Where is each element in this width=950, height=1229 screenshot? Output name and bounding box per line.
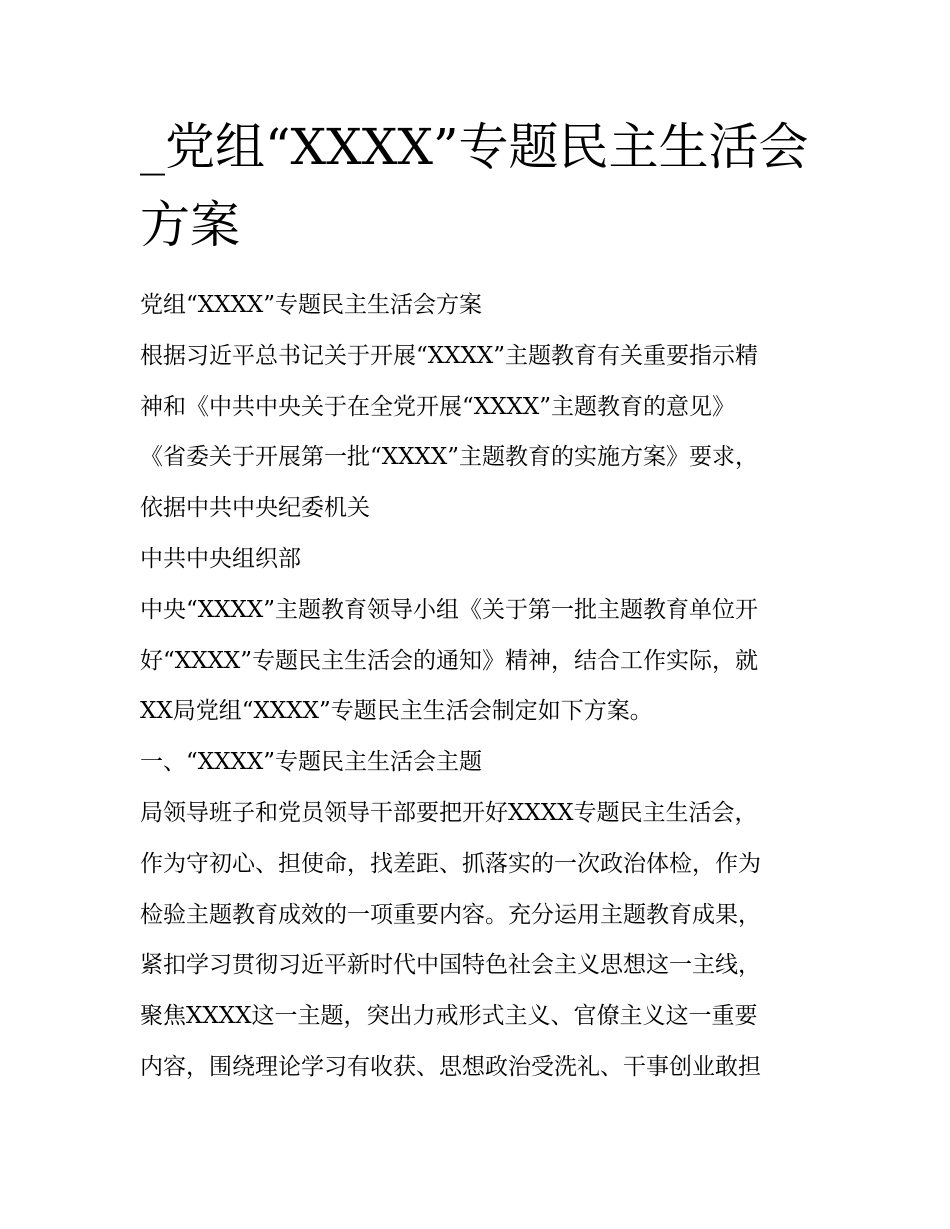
body-line-4: 《省委关于开展第一批“XXXX”主题教育的实施方案》要求，	[140, 444, 759, 471]
body-line-7: 中央“XXXX”主题教育领导小组《关于第一批主题教育单位开	[140, 596, 759, 623]
document-title	[140, 108, 820, 264]
title-line-2: 方案	[140, 196, 240, 254]
body-line-13: 检验主题教育成效的一项重要内容。充分运用主题教育成果，	[140, 901, 761, 928]
body-line-6: 中共中央组织部	[140, 545, 301, 572]
body-line-9: XX局党组“XXXX”专题民主生活会制定如下方案。	[140, 698, 653, 725]
body-line-15: 聚焦XXXX这一主题，突出力戒形式主义、官僚主义这一重要	[140, 1003, 758, 1030]
body-line-10: 一、“XXXX”专题民主生活会主题	[140, 749, 483, 776]
body-line-3: 神和《中共中央关于在全党开展“XXXX”主题教育的意见》	[140, 393, 736, 420]
body-line-14: 紧扣学习贯彻习近平新时代中国特色社会主义思想这一主线，	[140, 952, 761, 979]
body-line-5: 依据中共中央纪委机关	[140, 495, 370, 522]
body-line-11: 局领导班子和党员领导干部要把开好XXXX专题民主生活会，	[140, 799, 758, 826]
body-line-2: 根据习近平总书记关于开展“XXXX”主题教育有关重要指示精	[140, 342, 759, 369]
body-line-8: 好“XXXX”专题民主生活会的通知》精神，结合工作实际，就	[140, 647, 759, 674]
body-line-1: 党组“XXXX”专题民主生活会方案	[140, 292, 483, 318]
body-line-16: 内容，围绕理论学习有收获、思想政治受洗礼、干事创业敢担	[140, 1053, 761, 1080]
title-line-1: _党组“XXXX”专题民主生活会	[140, 118, 809, 176]
body-line-12: 作为守初心、担使命，找差距、抓落实的一次政治体检，作为	[140, 850, 761, 877]
document-body	[140, 280, 830, 1093]
